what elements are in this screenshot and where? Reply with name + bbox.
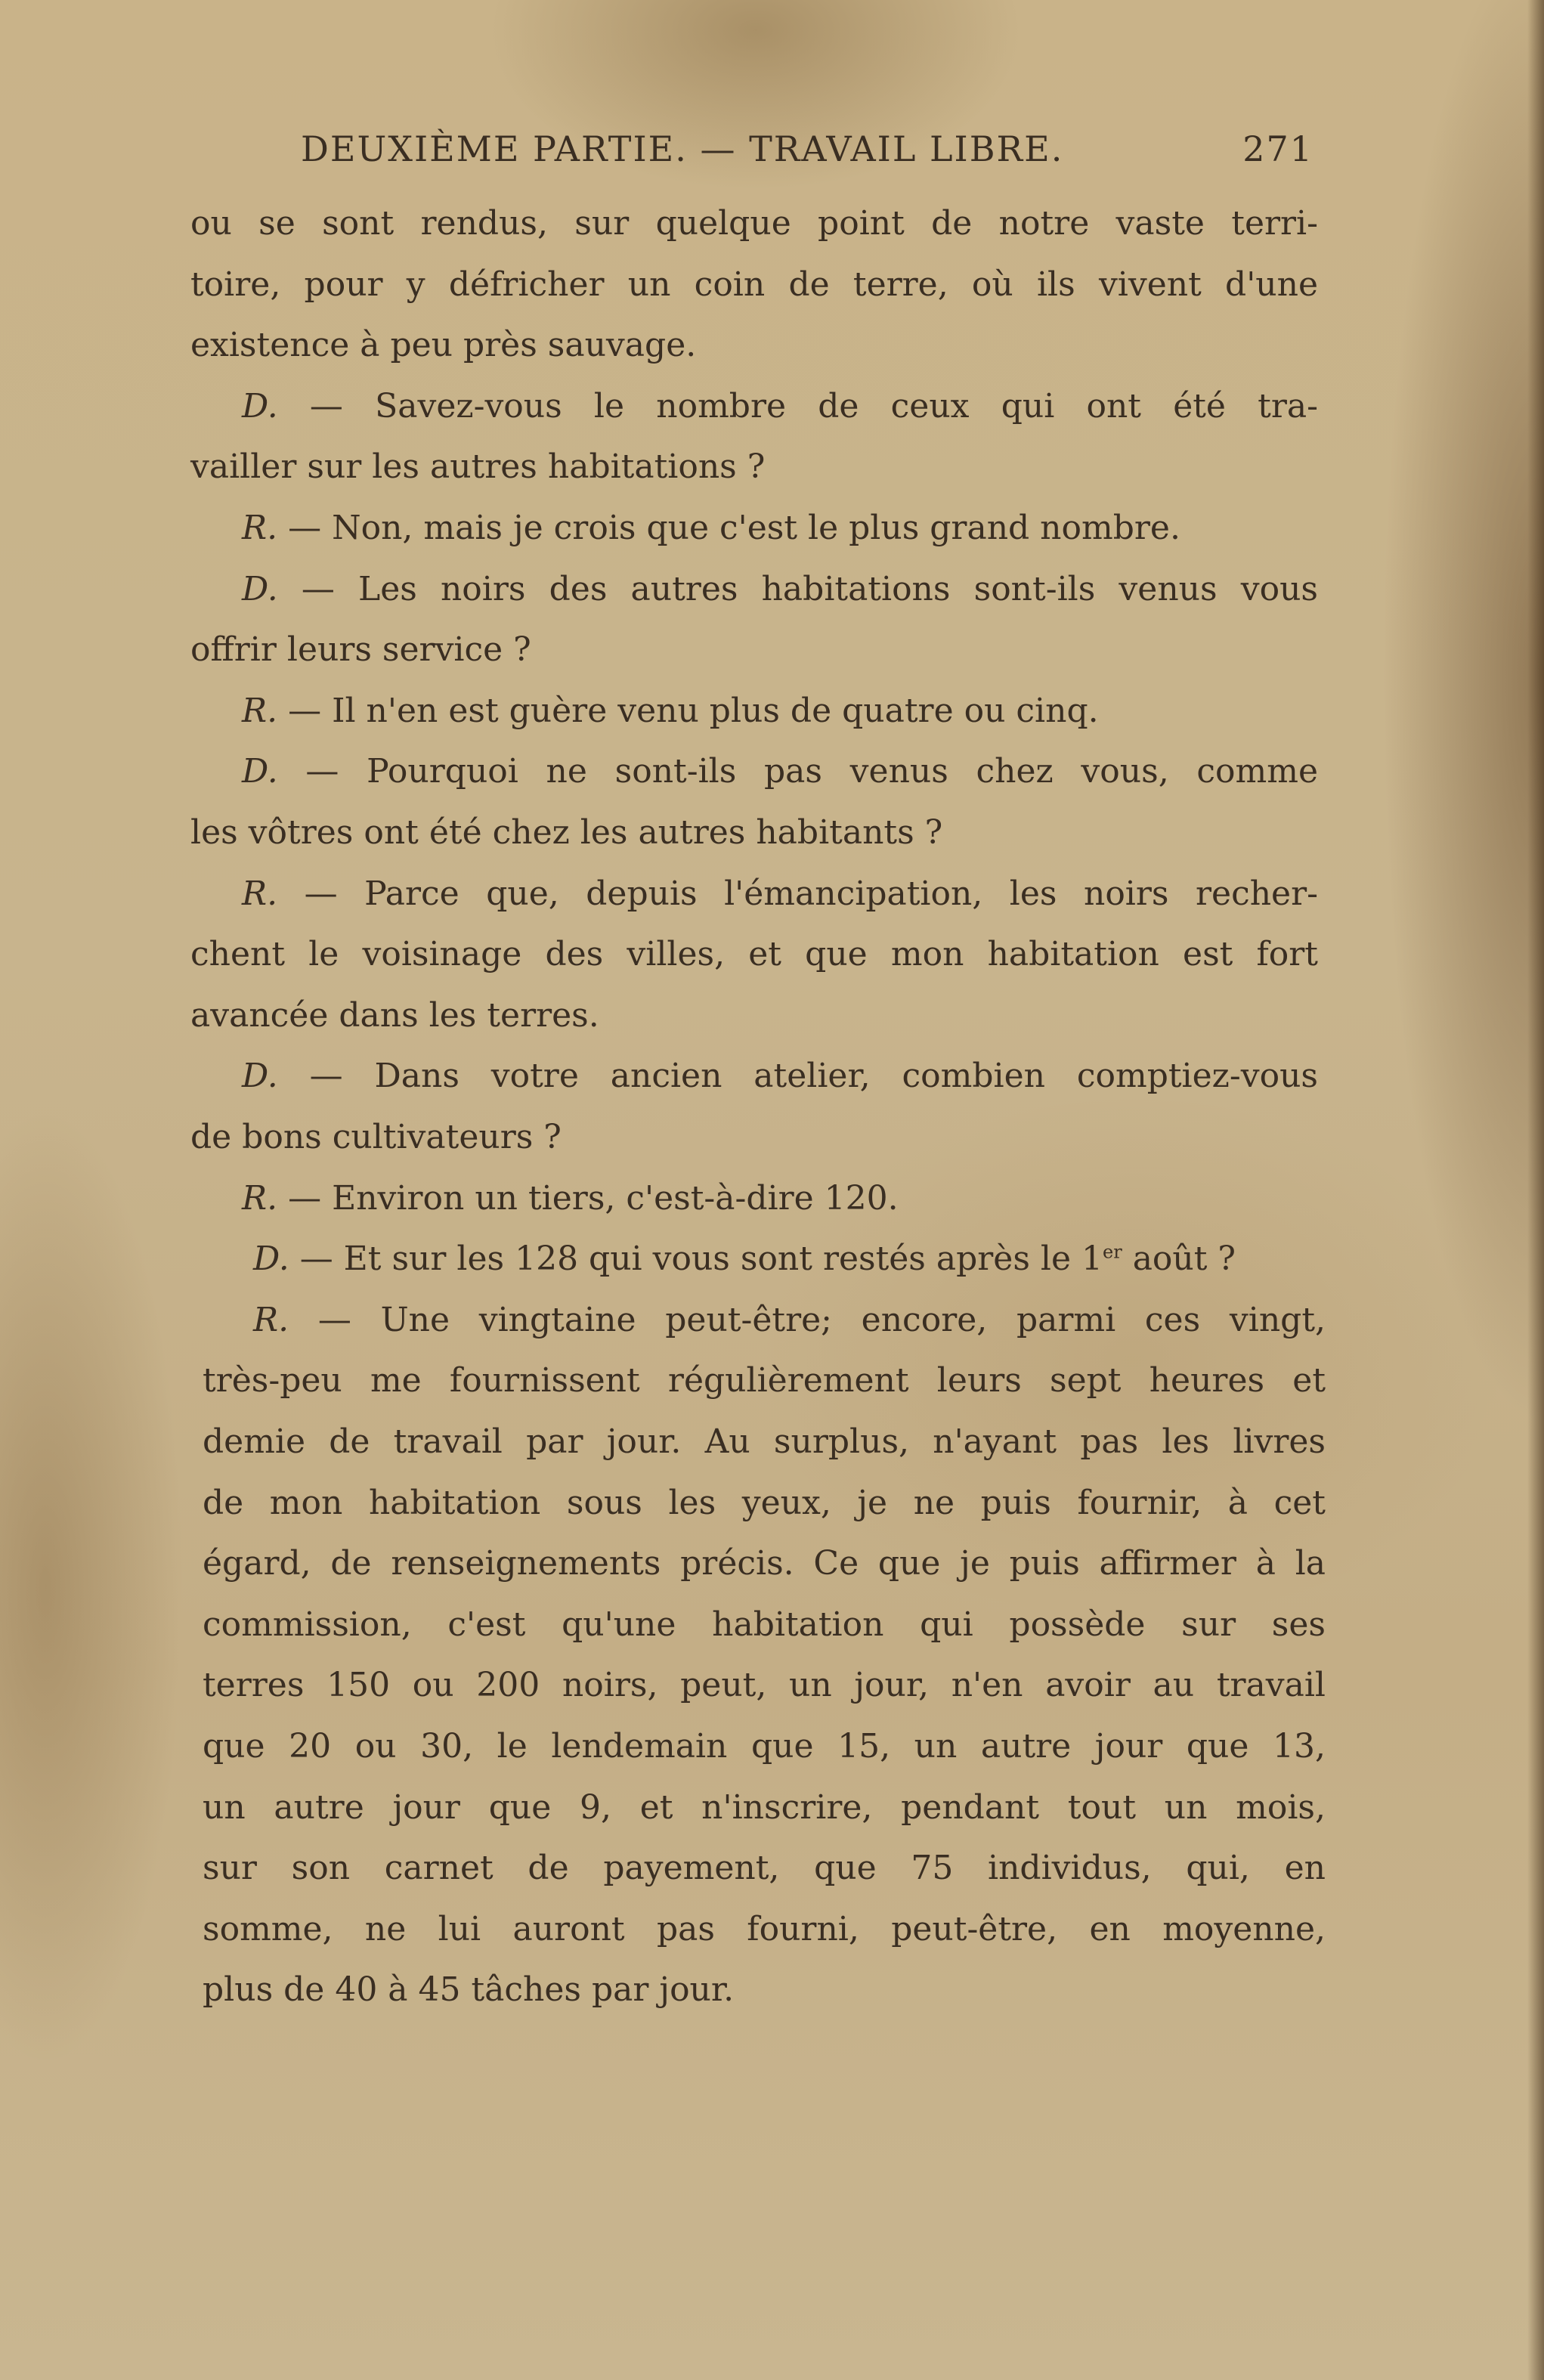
line-text: existence à peu près sauvage.	[190, 326, 697, 365]
line-text: très-peu me fournissent régulièrement leurs sept heures et	[203, 1361, 1326, 1400]
line-text: que 20 ou 30, le lendemain que 15, un autre jour que 13,	[203, 1727, 1326, 1766]
line-text: les vôtres ont été chez les autres habitants ?	[190, 813, 943, 852]
text-line	[203, 1481, 1326, 1526]
line-text: vailler sur les autres habitations ?	[190, 447, 766, 487]
text-line	[190, 627, 1318, 673]
line-text: — Non, mais je crois que c'est le plus grand nombre.	[277, 509, 1180, 547]
text-line	[203, 1785, 1326, 1831]
text-line	[203, 1602, 1326, 1648]
superscript: er	[1103, 1241, 1122, 1263]
line-text: — Parce que, depuis l'émancipation, les noirs recher-	[277, 874, 1318, 913]
text-line	[190, 444, 1318, 490]
line-text: avancée dans les terres.	[190, 995, 599, 1035]
running-header	[301, 128, 1313, 169]
text-line	[242, 506, 1318, 551]
page-number: 271	[1242, 128, 1313, 169]
speaker-label: D.	[253, 1240, 289, 1279]
text-line	[242, 1176, 1318, 1221]
text-line	[203, 1907, 1326, 1952]
line-text: demie de travail par jour. Au surplus, n'ayant pas les livres	[203, 1422, 1326, 1461]
text-line	[242, 567, 1318, 612]
line-text: commission, c'est qu'une habitation qui possède sur ses	[203, 1605, 1326, 1644]
line-text: — Les noirs des autres habitations sont-ils venus vous	[277, 569, 1318, 608]
line-text: de bons cultivateurs ?	[190, 1118, 562, 1156]
text-line	[242, 689, 1318, 734]
line-text: offrir leurs service ?	[190, 630, 531, 670]
text-line	[203, 1724, 1326, 1769]
text-line	[203, 1846, 1326, 1891]
speaker-label: D.	[242, 386, 278, 426]
text-line	[190, 932, 1318, 977]
line-text: égard, de renseignements précis. Ce que je puis affirmer à la	[203, 1544, 1326, 1583]
line-text: terres 150 ou 200 noirs, peut, un jour, n'en avoir au travail	[203, 1666, 1326, 1705]
text-line	[242, 1054, 1318, 1099]
text-line	[203, 1419, 1326, 1465]
text-line	[242, 871, 1318, 917]
speaker-label: R.	[253, 1300, 289, 1339]
text-line	[190, 1115, 1318, 1160]
line-text: — Il n'en est guère venu plus de quatre ou cinq.	[277, 691, 1099, 730]
text-line	[253, 1298, 1326, 1343]
speaker-label: R.	[242, 1178, 278, 1218]
running-title: DEUXIÈME PARTIE. — TRAVAIL LIBRE.	[301, 128, 1064, 169]
line-text-tail: août ?	[1122, 1240, 1236, 1279]
speaker-label: R.	[242, 691, 278, 730]
text-line	[190, 810, 1318, 856]
line-text: — Environ un tiers, c'est-à-dire 120.	[277, 1178, 899, 1218]
text-line	[190, 323, 1318, 368]
speaker-label: R.	[242, 874, 278, 913]
line-text: — Une vingtaine peut-être; encore, parmi ces vingt,	[289, 1300, 1326, 1339]
speaker-label: R.	[242, 509, 278, 547]
text-line	[190, 262, 1318, 308]
speaker-label: D.	[242, 569, 278, 608]
line-text: — Et sur les 128 qui vous sont restés après le 1	[289, 1240, 1103, 1279]
line-text: plus de 40 à 45 tâches par jour.	[203, 1970, 735, 2010]
speaker-label: D.	[242, 1057, 278, 1096]
text-line	[253, 1236, 1326, 1282]
line-text: un autre jour que 9, et n'inscrire, pendant tout un mois,	[203, 1787, 1326, 1827]
text-line	[190, 201, 1318, 246]
text-line	[203, 1967, 1326, 2013]
line-text: — Dans votre ancien atelier, combien comptiez-vous	[277, 1057, 1318, 1096]
line-text: chent le voisinage des villes, et que mon habitation est fort	[190, 935, 1318, 974]
line-text: sur son carnet de payement, que 75 individus, qui, en	[203, 1849, 1326, 1888]
text-line	[242, 749, 1318, 794]
speaker-label: D.	[242, 752, 278, 791]
text-line	[242, 384, 1318, 429]
text-line	[203, 1541, 1326, 1586]
line-text: — Savez-vous le nombre de ceux qui ont été tra-	[277, 386, 1318, 426]
line-text: ou se sont rendus, sur quelque point de notre vaste terri-	[190, 204, 1318, 243]
line-text: de mon habitation sous les yeux, je ne puis fournir, à cet	[203, 1483, 1326, 1522]
line-text: — Pourquoi ne sont-ils pas venus chez vous, comme	[277, 752, 1318, 791]
page-edge-shadow	[1527, 0, 1544, 2380]
line-text: toire, pour y défricher un coin de terre, où ils vivent d'une	[190, 265, 1318, 304]
text-line	[203, 1358, 1326, 1404]
text-line	[190, 993, 1318, 1038]
text-line	[203, 1663, 1326, 1708]
line-text: somme, ne lui auront pas fourni, peut-être, en moyenne,	[203, 1909, 1326, 1948]
